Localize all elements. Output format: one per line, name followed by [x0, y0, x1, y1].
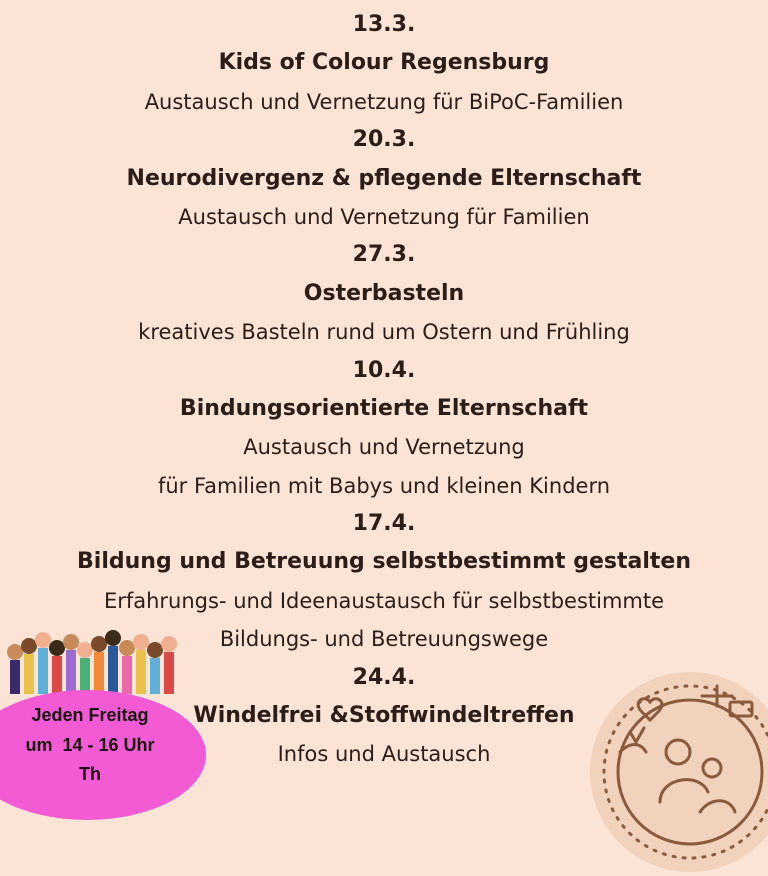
event-date: 17.4.: [352, 511, 416, 537]
event-title: Kids of Colour Regensburg: [218, 50, 550, 76]
event-description: Erfahrungs- und Ideenaustausch für selbstbestimmte: [103, 588, 665, 613]
event-description: für Familien mit Babys und kleinen Kindern: [157, 473, 611, 498]
event-date: 20.3.: [352, 127, 416, 153]
event-description: Austausch und Vernetzung für Familien: [178, 204, 590, 229]
event-description: Austausch und Vernetzung: [243, 435, 525, 460]
event-description: Austausch und Vernetzung für BiPoC-Familien: [144, 89, 624, 114]
raised-hands-icon: [6, 630, 180, 696]
event-title: Osterbasteln: [303, 280, 465, 306]
event-description: Infos und Austausch: [277, 742, 491, 767]
event-date: 27.3.: [352, 242, 416, 268]
event-date: 13.3.: [352, 12, 416, 37]
event-title: Neurodivergenz & pflegende Elternschaft: [126, 165, 642, 191]
event-date: 24.4.: [352, 664, 416, 690]
event-date: 10.4.: [352, 357, 416, 383]
event-title: Windelfrei &Stoffwindeltreffen: [193, 703, 575, 729]
badge-line: Jeden Freitag: [31, 705, 149, 725]
time-badge-text: [0, 700, 180, 788]
badge-line: Th: [79, 764, 101, 784]
event-description: kreatives Basteln rund um Ostern und Frühling: [138, 320, 630, 345]
badge-line: um 14 - 16 Uhr: [25, 735, 155, 755]
event-title: Bildung und Betreuung selbstbestimmt gestalten: [77, 549, 691, 575]
parent-child-logo-icon: [590, 672, 768, 872]
event-title: Bindungsorientierte Elternschaft: [179, 395, 589, 421]
event-description: Bildungs- und Betreuungswege: [219, 627, 549, 652]
